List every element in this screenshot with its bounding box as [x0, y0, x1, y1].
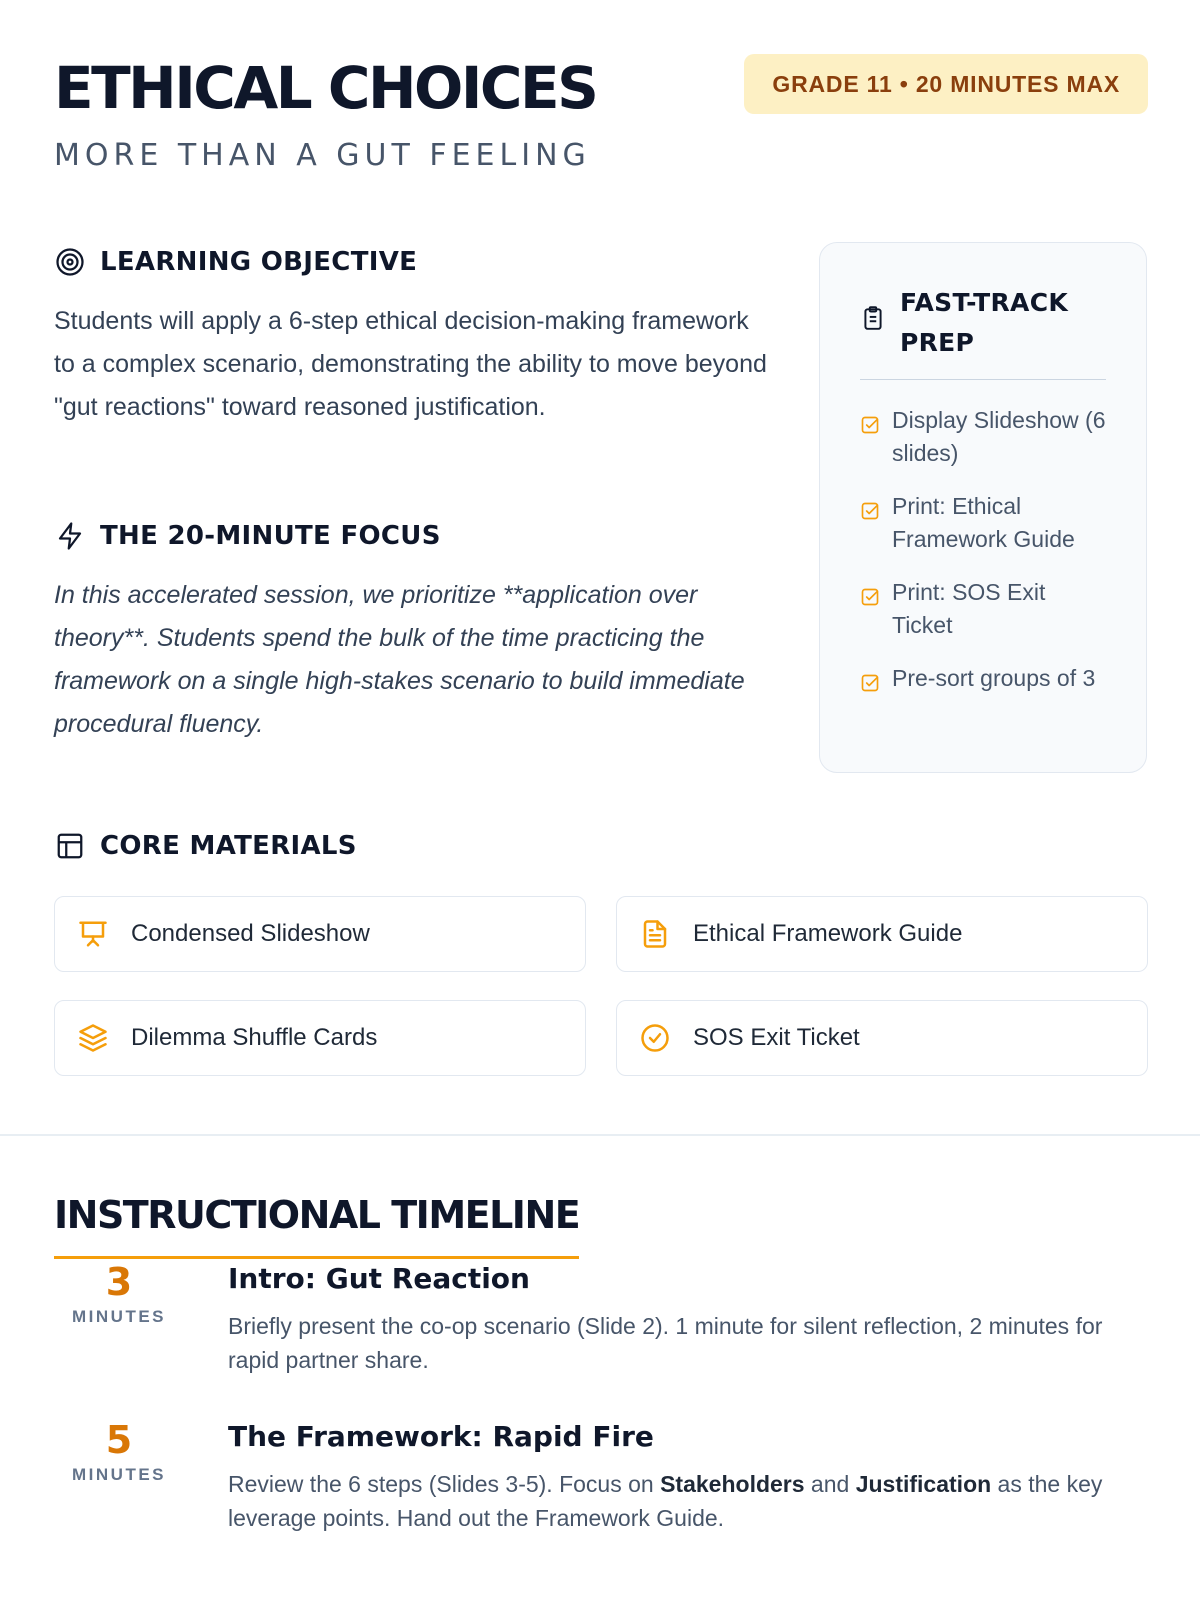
material-label: Ethical Framework Guide	[693, 920, 963, 947]
lightning-icon	[54, 520, 86, 552]
checkbox-icon	[860, 497, 880, 517]
presentation-icon	[77, 918, 109, 950]
prep-checklist	[860, 404, 1106, 695]
target-icon	[54, 246, 86, 278]
timeline-unit: MINUTES	[72, 1307, 166, 1326]
learning-objective-section	[54, 246, 774, 429]
checkbox-icon	[860, 669, 880, 689]
learning-objective-heading	[54, 246, 774, 278]
focus-section	[54, 520, 774, 746]
prep-item-label: Print: SOS Exit Ticket	[892, 579, 1046, 638]
timeline-unit: MINUTES	[72, 1465, 166, 1484]
checkbox-icon	[860, 411, 880, 431]
focus-label: THE 20-MINUTE FOCUS	[100, 521, 441, 551]
prep-item	[860, 576, 1106, 642]
timeline-duration	[54, 1417, 184, 1485]
prep-item-label: Print: Ethical Framework Guide	[892, 493, 1075, 552]
grade-duration-badge: GRADE 11 • 20 MINUTES MAX	[744, 54, 1148, 114]
desc-text: Review the 6 steps (Slides 3-5). Focus on	[228, 1471, 661, 1497]
prep-item-label: Display Slideshow (6 slides)	[892, 407, 1106, 466]
timeline-body	[228, 1417, 1148, 1535]
learning-objective-text: Students will apply a 6-step ethical decision-making framework to a complex scenario, demonstrating the ability to move beyond "gut reactions" toward reasoned justification.	[54, 307, 767, 421]
focus-heading	[54, 520, 774, 552]
material-condensed-slideshow[interactable]	[54, 896, 586, 972]
desc-text: as the key leverage points. Hand out the Framework Guide.	[228, 1471, 1103, 1531]
timeline-minutes: 3	[105, 1260, 133, 1304]
material-label: SOS Exit Ticket	[693, 1024, 860, 1051]
layout-icon	[54, 830, 86, 862]
checkbox-icon	[860, 583, 880, 603]
material-sos-exit-ticket[interactable]	[616, 1000, 1148, 1076]
page-subtitle: MORE THAN A GUT FEELING	[54, 138, 591, 173]
material-dilemma-shuffle-cards[interactable]	[54, 1000, 586, 1076]
material-label: Dilemma Shuffle Cards	[131, 1024, 378, 1051]
materials-grid	[54, 896, 1148, 1076]
prep-heading	[860, 283, 1106, 380]
timeline-step-title: Intro: Gut Reaction	[228, 1262, 530, 1295]
timeline-duration	[54, 1259, 184, 1327]
section-divider	[0, 1134, 1200, 1136]
timeline-step-desc: Briefly present the co-op scenario (Slide 2). 1 minute for silent reflection, 2 minutes for rapid partner share.	[228, 1313, 1103, 1373]
timeline-step-title: The Framework: Rapid Fire	[228, 1420, 654, 1453]
prep-item	[860, 404, 1106, 470]
layers-icon	[77, 1022, 109, 1054]
instructional-timeline-section	[54, 1190, 1148, 1575]
check-circle-icon	[639, 1022, 671, 1054]
core-materials-section	[54, 830, 1148, 1076]
core-materials-heading	[54, 830, 1148, 862]
document-icon	[639, 918, 671, 950]
fast-track-prep-card	[819, 242, 1147, 773]
page-title: ETHICAL CHOICES	[54, 54, 597, 122]
page-header	[54, 52, 1148, 192]
desc-emphasis: Stakeholders	[660, 1471, 805, 1497]
prep-title: FAST-TRACK PREP	[900, 288, 1069, 357]
timeline-body	[228, 1259, 1148, 1377]
clipboard-icon	[860, 305, 886, 331]
learning-objective-label: LEARNING OBJECTIVE	[100, 247, 418, 277]
prep-item-label: Pre-sort groups of 3	[892, 665, 1096, 691]
prep-item	[860, 662, 1106, 695]
timeline-title: INSTRUCTIONAL TIMELINE	[54, 1190, 579, 1259]
desc-text: and	[804, 1471, 856, 1497]
material-ethical-framework-guide[interactable]	[616, 896, 1148, 972]
timeline-item	[54, 1417, 1148, 1575]
timeline-item	[54, 1259, 1148, 1417]
material-label: Condensed Slideshow	[131, 920, 370, 947]
desc-emphasis: Justification	[855, 1471, 992, 1497]
timeline-step-desc	[228, 1467, 1148, 1535]
timeline-minutes: 5	[105, 1418, 133, 1462]
prep-item	[860, 490, 1106, 556]
focus-text: In this accelerated session, we prioritize **application over theory**. Students spend the bulk of the time practicing the framework on a single high-stakes scenario to build immediate procedural fluency.	[54, 581, 745, 738]
core-materials-label: CORE MATERIALS	[100, 831, 357, 861]
